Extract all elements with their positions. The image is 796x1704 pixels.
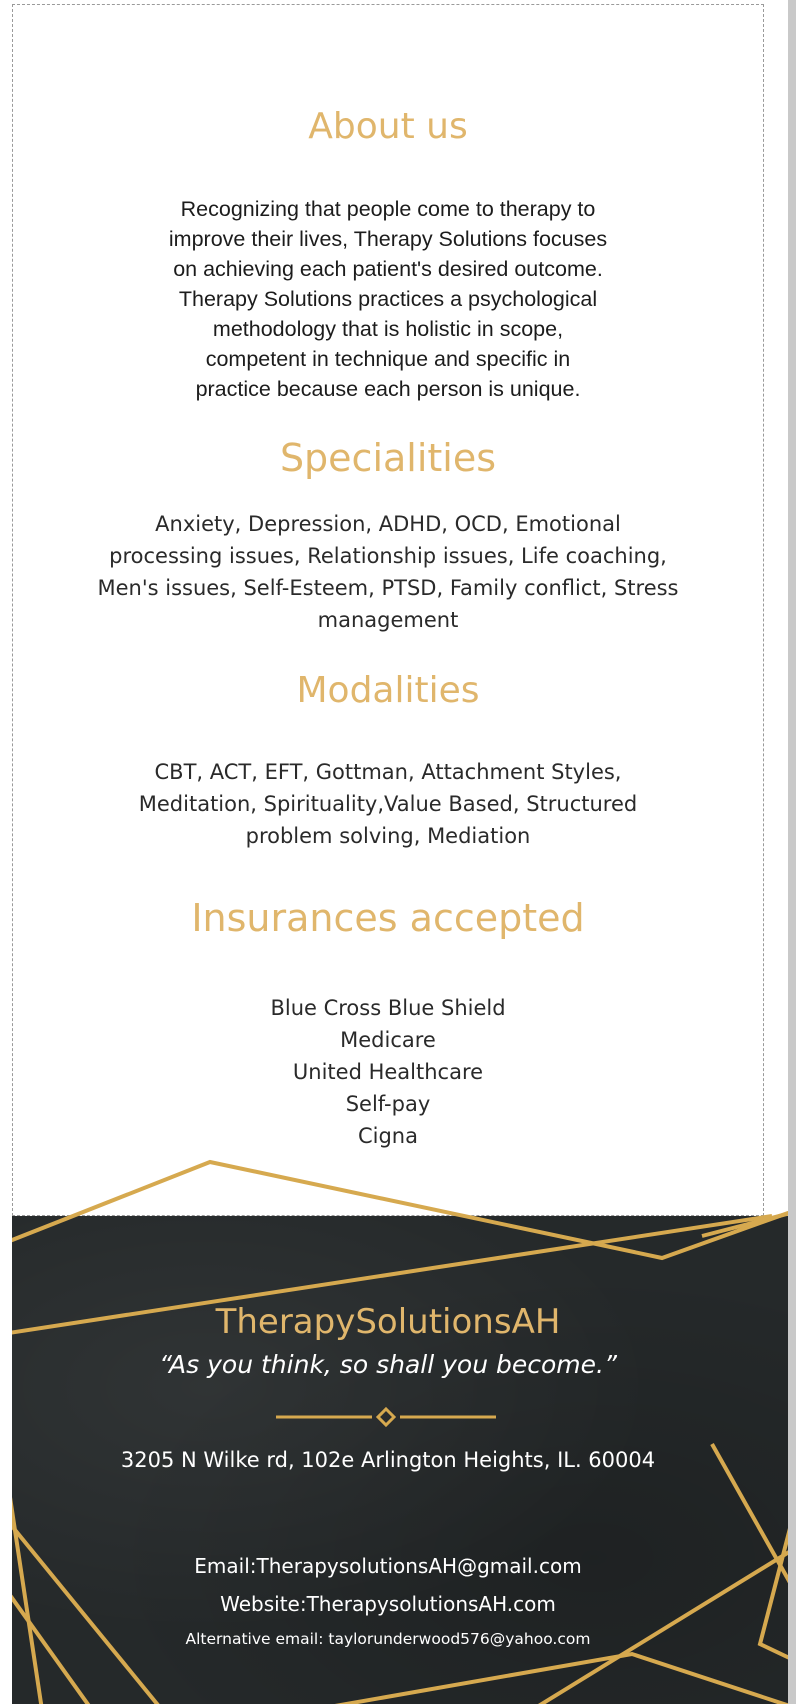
about-line: competent in technique and specific in (205, 347, 571, 371)
email-link[interactable]: Email:TherapysolutionsAH@gmail.com (194, 1554, 582, 1578)
insurance-item: Blue Cross Blue Shield (270, 996, 506, 1020)
brand-name: TherapySolutionsAH (215, 1302, 561, 1342)
website-link[interactable]: Website:TherapysolutionsAH.com (220, 1592, 556, 1616)
diamond-divider-icon (276, 1406, 496, 1428)
insurance-item: Cigna (357, 1124, 418, 1148)
address: 3205 N Wilke rd, 102e Arlington Heights, IL. 60004 (120, 1448, 656, 1472)
viewer-gutter (788, 0, 796, 1704)
modalities-line: problem solving, Mediation (245, 824, 531, 848)
specialities-line: management (317, 608, 459, 632)
insurance-item: Medicare (340, 1028, 436, 1052)
specialities-heading: Specialities (279, 436, 497, 480)
insurances-heading: Insurances accepted (191, 896, 585, 940)
modalities-heading: Modalities (296, 670, 480, 711)
gold-line (312, 1654, 788, 1704)
alternative-email-link[interactable]: Alternative email: taylorunderwood576@yahoo.com (185, 1630, 591, 1648)
about-line: practice because each person is unique. (195, 377, 581, 401)
specialities-line: processing issues, Relationship issues, Life coaching, (109, 544, 667, 568)
brochure-panel (12, 4, 788, 1704)
about-heading: About us (308, 106, 468, 147)
modalities-line: CBT, ACT, EFT, Gottman, Attachment Styles, (154, 760, 622, 784)
about-line: on achieving each patient's desired outcome. (173, 257, 603, 281)
modalities-line: Meditation, Spirituality,Value Based, Structured (138, 792, 638, 816)
specialities-line: Anxiety, Depression, ADHD, OCD, Emotional (155, 512, 621, 536)
about-line: methodology that is holistic in scope, (212, 317, 564, 341)
about-line: Recognizing that people come to therapy to (180, 197, 596, 221)
insurance-item: United Healthcare (292, 1060, 484, 1084)
about-line: improve their lives, Therapy Solutions focuses (168, 227, 608, 251)
about-line: Therapy Solutions practices a psychological (178, 287, 598, 311)
specialities-line: Men's issues, Self-Esteem, PTSD, Family conflict, Stress (97, 576, 679, 600)
tagline: “As you think, so shall you become.” (159, 1350, 617, 1379)
insurance-item: Self-pay (345, 1092, 431, 1116)
gold-line (12, 1162, 788, 1258)
